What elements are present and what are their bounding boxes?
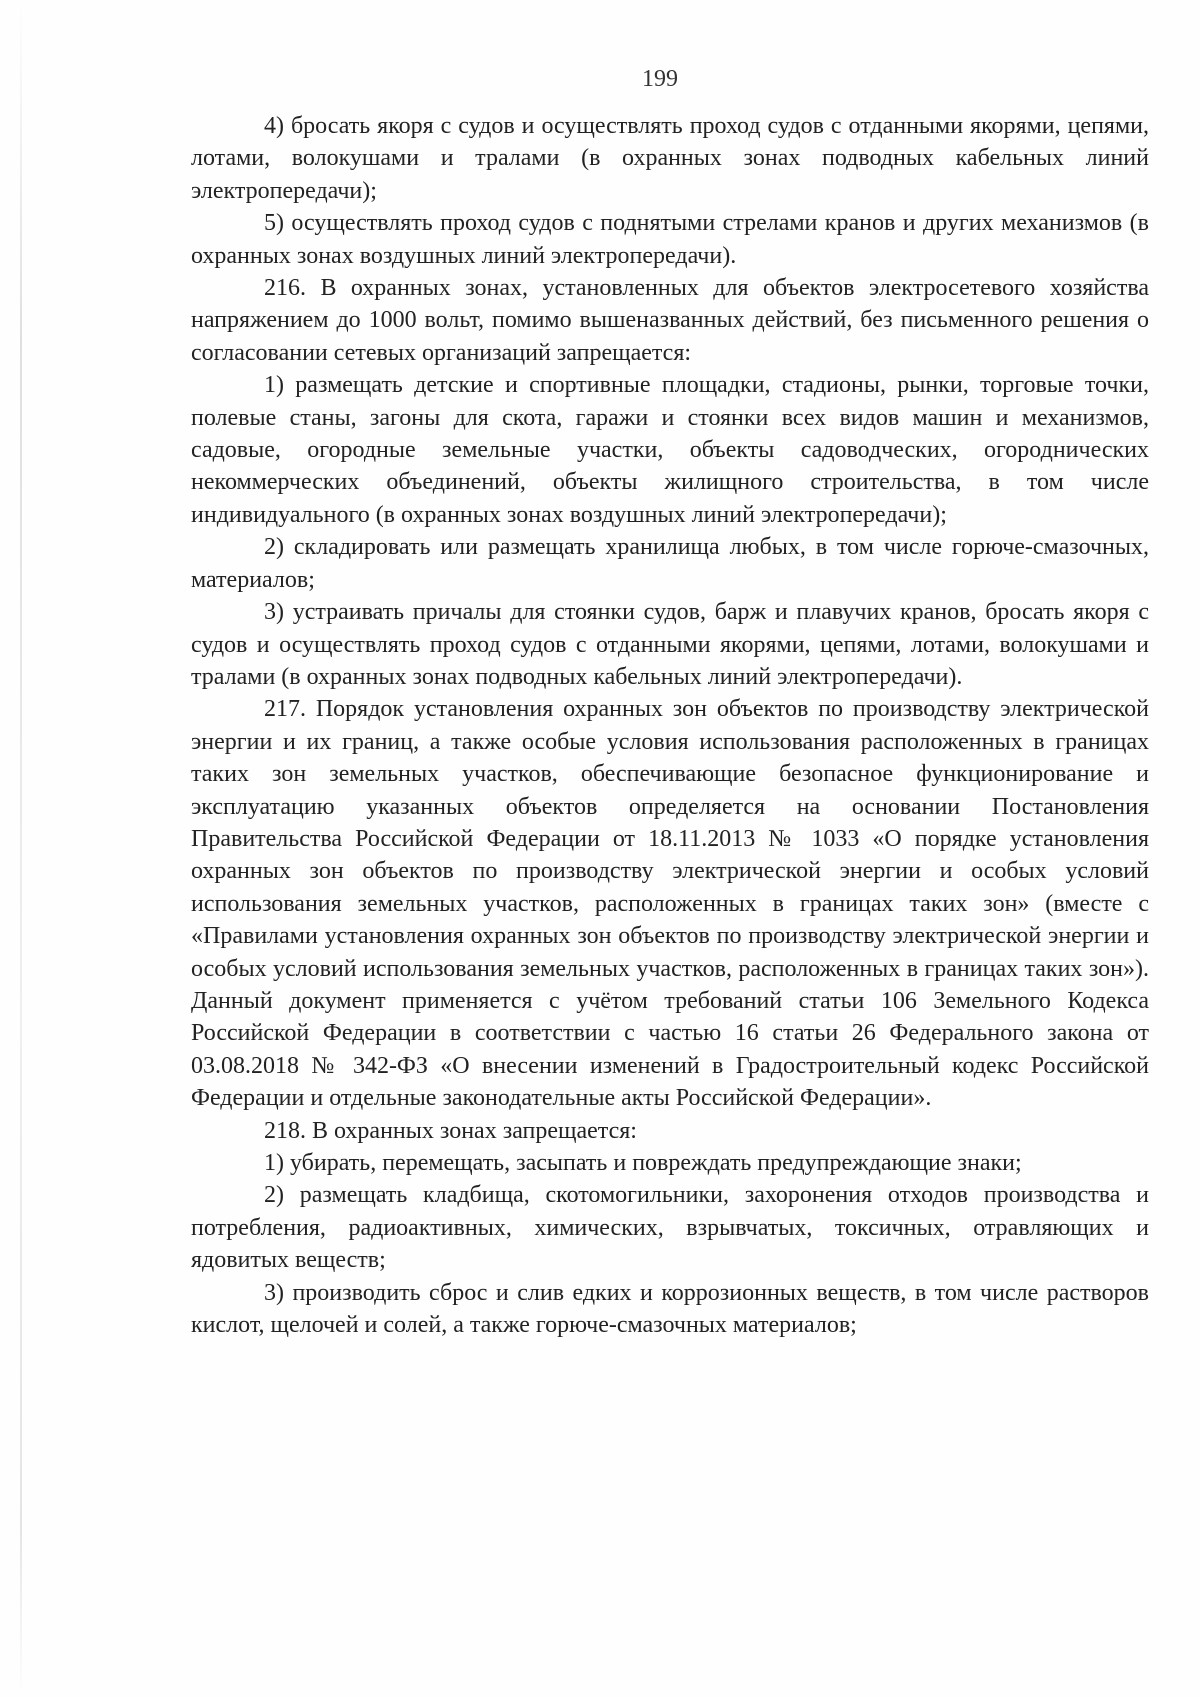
paragraph-216: 216. В охранных зонах, установленных для объектов электросетевого хозяйства напряжением до 1000 вольт, помимо вышеназванных действий, без письменного решения о согласовании сетевых организаций запрещается: [191, 275, 1149, 366]
paragraph-217: 217. Порядок установления охранных зон объектов по производству электрической энергии и их границ, а также особые условия использования расположенных в границах таких зон земельных участков, обеспечивающие безопасное функционирование и эксплуатацию указанных объектов определяется на основании Постановления Правительства Российской Федерации от 18.11.2013 № 1033 «О порядке установления охранных зон объектов по производству электрической энергии и особых условий использования земельных участков, расположенных в границах таких зон» (вместе с «Правилами установления охранных зон объектов по производству электрической энергии и особых условий использования земельных участков, расположенных в границах таких зон»). Данный документ применяется с учётом требований статьи 106 Земельного Кодекса Российской Федерации в соответствии с частью 16 статьи 26 Федерального закона от 03.08.2018 № 342-ФЗ «О внесении изменений в Градостроительный кодекс Российской Федерации и отдельные законодательные акты Российской Федерации». [191, 696, 1149, 1112]
paragraph-216-item-2: 2) складировать или размещать хранилища любых, в том числе горюче-смазочных, материалов; [191, 534, 1149, 593]
paragraph-item-4: 4) бросать якоря с судов и осуществлять проход судов с отданными якорями, цепями, лотами, волокушами и тралами (в охранных зонах подводных кабельных линий электропередачи); [191, 113, 1149, 204]
paragraph-216-item-1: 1) размещать детские и спортивные площадки, стадионы, рынки, торговые точки, полевые станы, загоны для скота, гаражи и стоянки всех видов машин и механизмов, садовые, огородные земельные участки, объекты садоводческих, огороднических некоммерческих объединений, объекты жилищного строительства, в том числе индивидуального (в охранных зонах воздушных линий электропередачи); [191, 372, 1149, 528]
paragraph-218: 218. В охранных зонах запрещается: [264, 1117, 637, 1144]
document-body [191, 110, 1149, 1341]
paragraph-item-5: 5) осуществлять проход судов с поднятыми стрелами кранов и других механизмов (в охранных зонах воздушных линий электропередачи). [191, 210, 1149, 269]
scan-edge-shadow [20, 0, 22, 1697]
paragraph-216-item-3: 3) устраивать причалы для стоянки судов, барж и плавучих кранов, бросать якоря с судов и осуществлять проход судов с отданными якорями, цепями, лотами, волокушами и тралами (в охранных зонах подводных кабельных линий электропередачи). [191, 599, 1149, 690]
page-number: 199 [642, 66, 678, 92]
paragraph-218-item-1: 1) убирать, перемещать, засыпать и повреждать предупреждающие знаки; [264, 1150, 1022, 1176]
paragraph-218-item-3: 3) производить сброс и слив едких и коррозионных веществ, в том числе растворов кислот, щелочей и солей, а также горюче-смазочных материалов; [191, 1279, 1149, 1339]
paragraph-218-item-2: 2) размещать кладбища, скотомогильники, захоронения отходов производства и потребления, радиоактивных, химических, взрывчатых, токсичных, отравляющих и ядовитых веществ; [191, 1182, 1149, 1274]
